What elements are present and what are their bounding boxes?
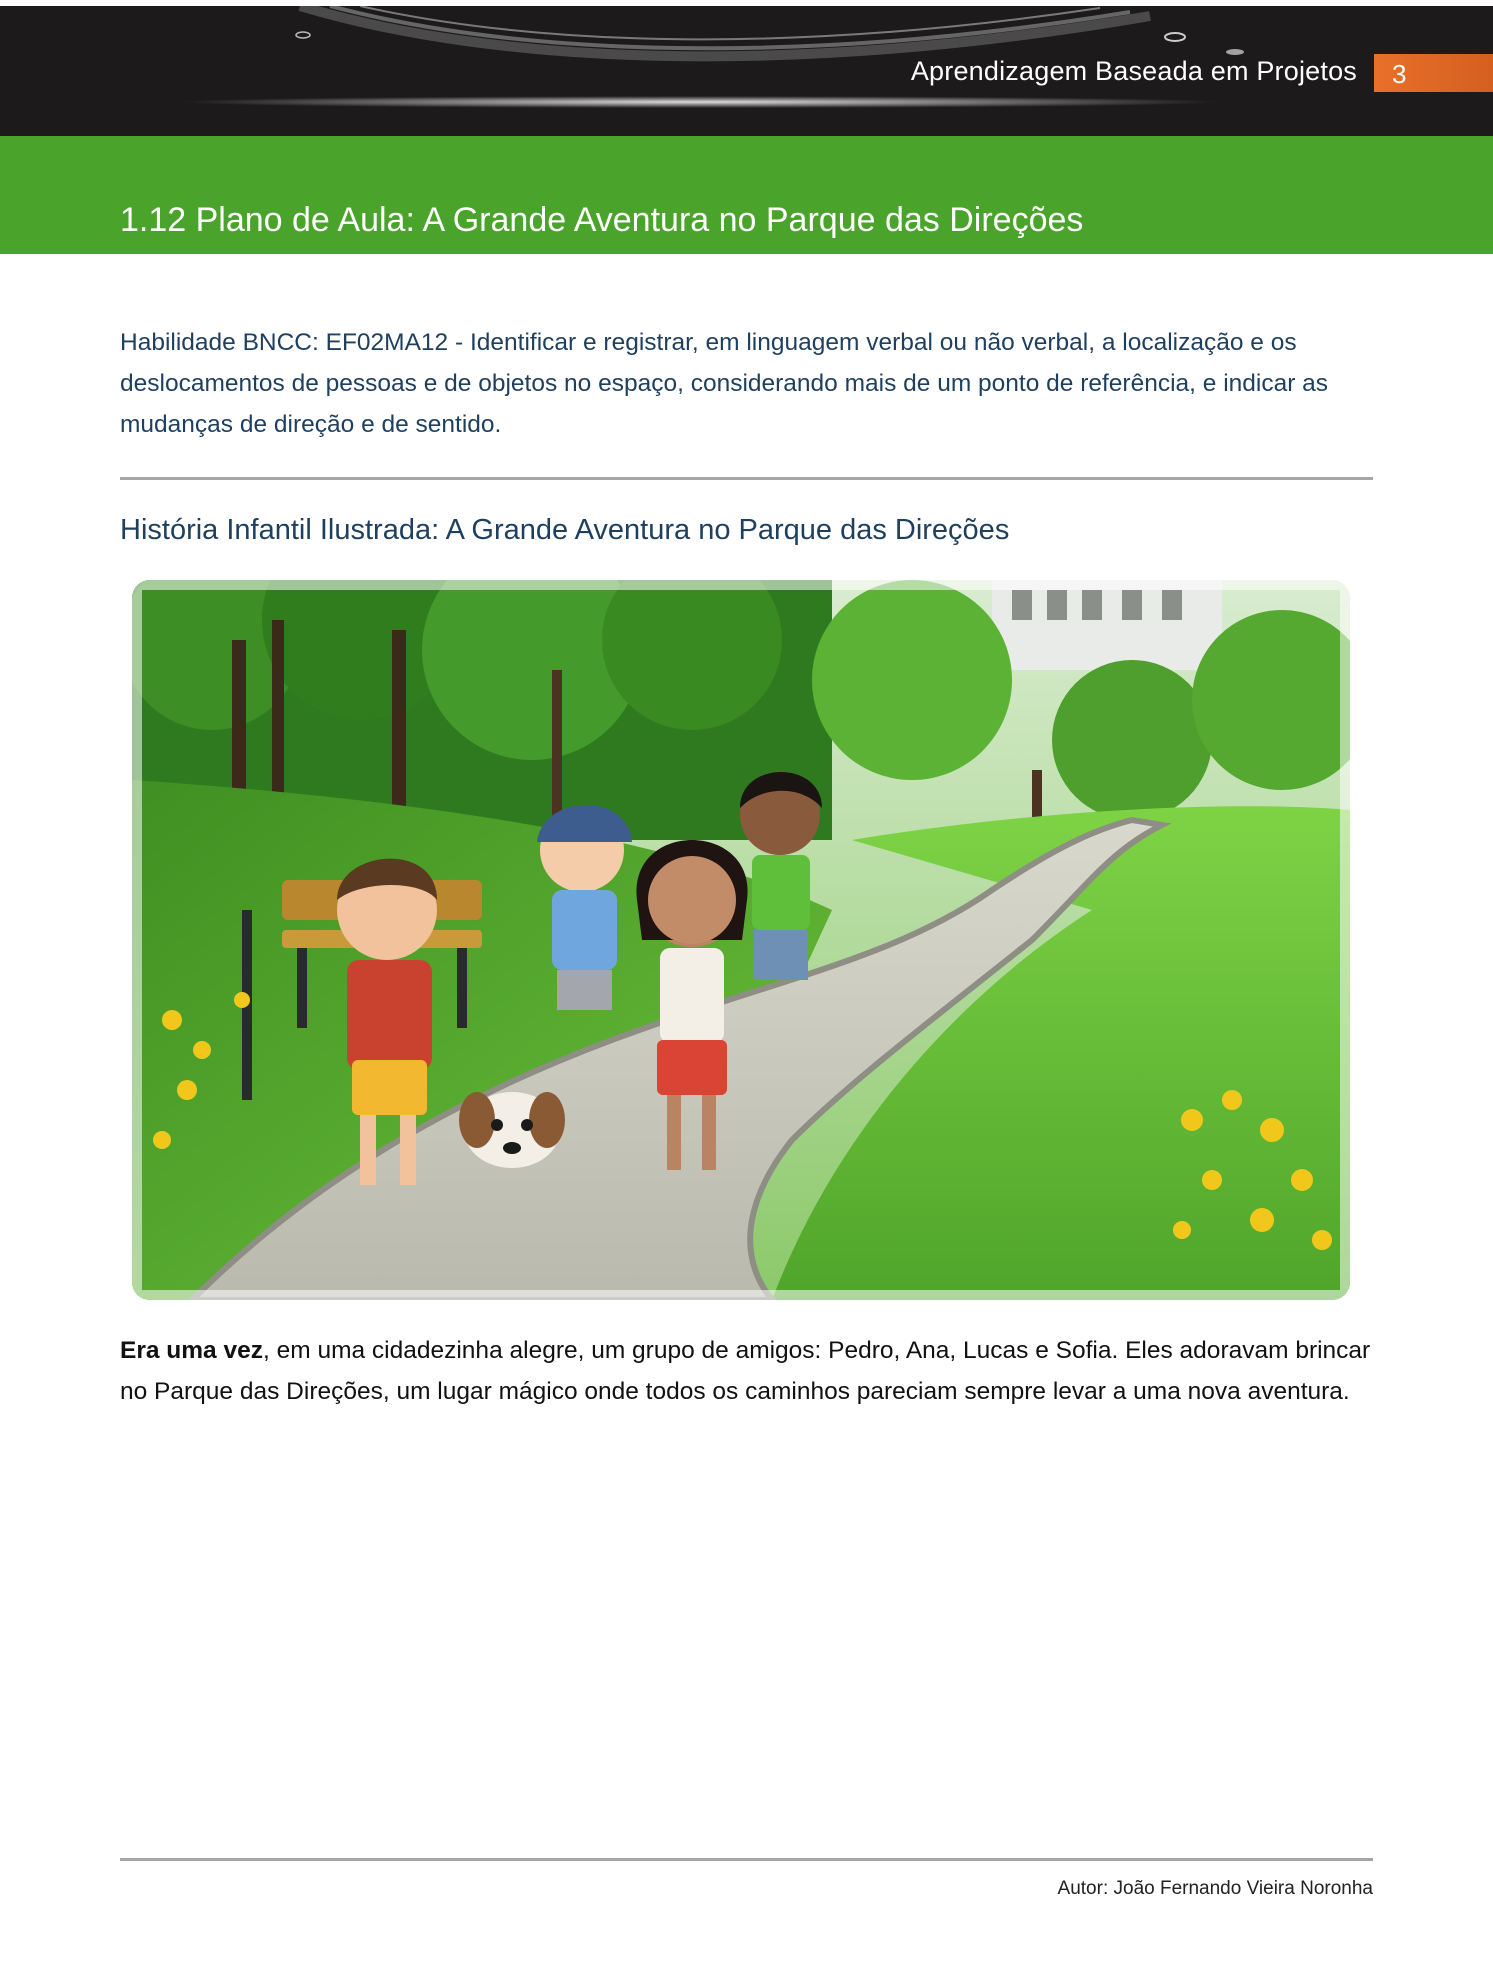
page-header [0, 6, 1493, 136]
page-number-badge [1374, 54, 1493, 92]
section-title: 1.12 Plano de Aula: A Grande Aventura no Parque das Direções [120, 201, 1084, 239]
header-title: Aprendizagem Baseada em Projetos [910, 56, 1357, 86]
bncc-skill-text: Habilidade BNCC: EF02MA12 - Identificar e registrar, em linguagem verbal ou não verbal, a localização e os deslocamentos de pessoas e de objetos no espaço, considerando mais de um ponto de referência, e indicar as mudanças de direção e de sentido. [120, 329, 1329, 438]
story-lead-bold: Era uma vez [120, 1337, 263, 1364]
content-divider [120, 477, 1373, 480]
park-scene-image [132, 580, 1350, 1300]
section-title-band [0, 136, 1493, 254]
footer-divider [120, 1858, 1373, 1861]
story-heading: História Infantil Ilustrada: A Grande Aventura no Parque das Direções [120, 514, 1010, 546]
page-number: 3 [1392, 59, 1407, 89]
story-paragraph [120, 1330, 1380, 1412]
park-illustration [132, 580, 1350, 1300]
story-body: , em uma cidadezinha alegre, um grupo de amigos: Pedro, Ana, Lucas e Sofia. Eles adoravam brincar no Parque das Direções, um lugar mágico onde todos os caminhos pareciam sempre levar a uma nova aventura. [120, 1337, 1371, 1405]
author-credit: Autor: João Fernando Vieira Noronha [1057, 1878, 1373, 1899]
